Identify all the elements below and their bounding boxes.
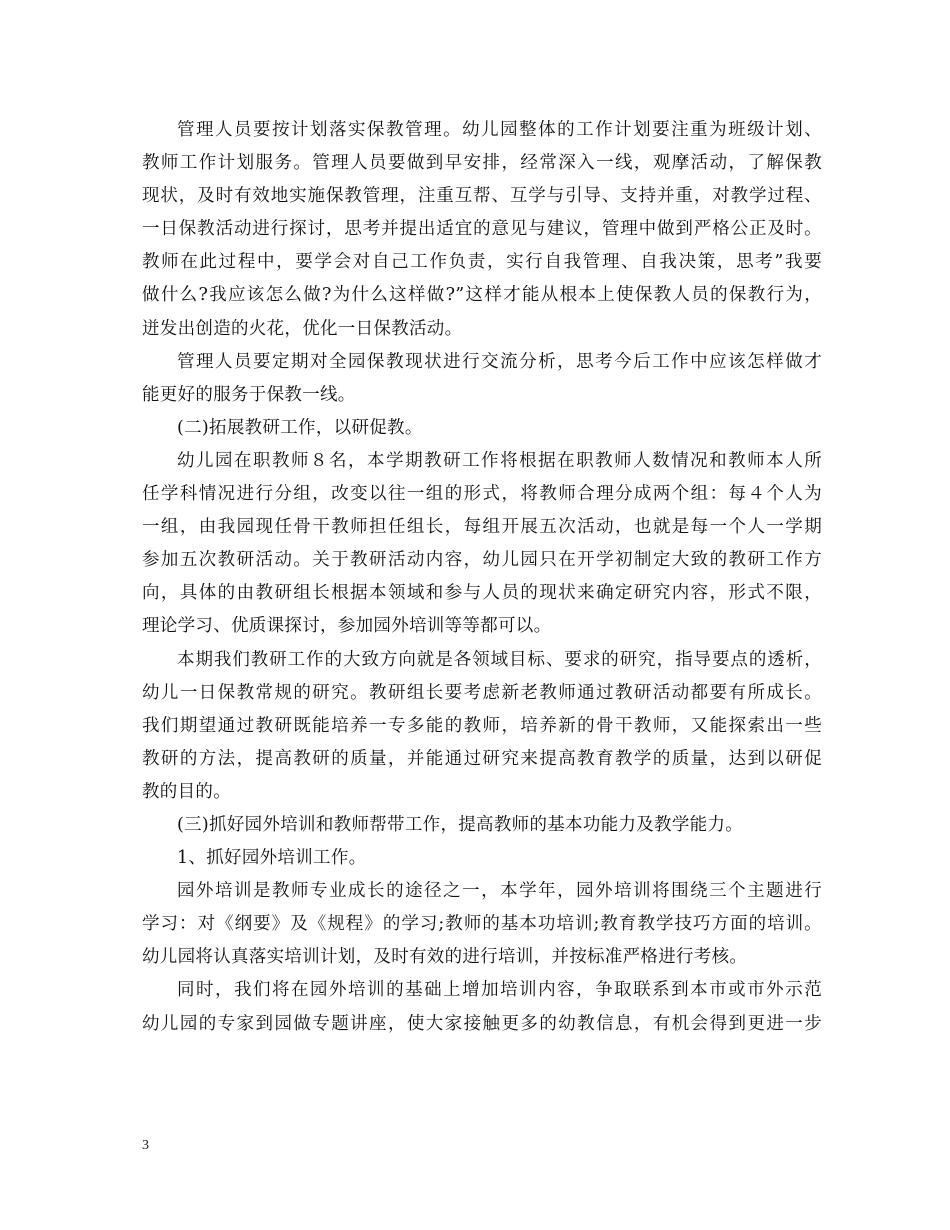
text-line: 本期我们教研工作的大致方向就是各领域目标、要求的研究，指导要点的透析，	[177, 649, 822, 670]
text-line: 我们期望通过教研既能培养一专多能的教师，培养新的骨干教师，又能探索出一些	[142, 715, 822, 736]
text-line: 幼儿园的专家到园做专题讲座，使大家接触更多的幼教信息，有机会得到更进一步	[142, 1013, 822, 1034]
text-line: 管理人员要按计划落实保教管理。幼儿园整体的工作计划要注重为班级计划、	[177, 120, 822, 140]
text-line: 教师工作计划服务。管理人员要做到早安排，经常深入一线，观摩活动，了解保教	[142, 153, 822, 174]
page-number: 3	[142, 1138, 149, 1153]
text-line: 任学科情况进行分组，改变以往一组的形式，将教师合理分成两个组：每４个人为	[142, 484, 822, 505]
text-line: 一组，由我园现任骨干教师担任组长，每组开展五次活动，也就是每一个人一学期	[142, 517, 822, 538]
text-line: 现状，及时有效地实施保教管理，注重互帮、互学与引导、支持并重，对教学过程、	[142, 186, 822, 207]
text-line: 参加五次教研活动。关于教研活动内容，幼儿园只在开学初制定大致的教研工作方	[142, 550, 822, 571]
text-line: 管理人员要定期对全园保教现状进行交流分析，思考今后工作中应该怎样做才	[177, 351, 822, 372]
document-body	[142, 114, 822, 1041]
text-line: 学习：对《纲要》及《规程》的学习;教师的基本功培训;教育教学技巧方面的培训。	[142, 914, 822, 935]
text-line: 一日保教活动进行探讨，思考并提出适宜的意见与建议，管理中做到严格公正及时。	[142, 219, 822, 240]
text-line: 教师在此过程中，要学会对自己工作负责，实行自我管理、自我决策，思考”我要	[142, 252, 822, 273]
text-line: 教研的方法，提高教研的质量，并能通过研究来提高教育教学的质量，达到以研促	[142, 748, 822, 769]
text-line: 理论学习、优质课探讨，参加园外培训等等都可以。	[142, 616, 552, 637]
text-line: 做什么?我应该怎么做?为什么这样做?”这样才能从根本上使保教人员的保教行为，	[142, 285, 822, 306]
section-heading: (二)拓展教研工作，以研促教。	[177, 417, 423, 438]
text-line: 迸发出创造的火花，优化一日保教活动。	[142, 318, 463, 339]
text-line: 同时，我们将在园外培训的基础上增加培训内容，争取联系到本市或市外示范	[177, 980, 822, 1001]
subsection-heading: 1、抓好园外培训工作。	[177, 848, 367, 869]
text-line: 能更好的服务于保教一线。	[142, 384, 356, 405]
text-line: 园外培训是教师专业成长的途径之一，本学年，园外培训将围绕三个主题进行	[177, 881, 822, 902]
text-line: 向，具体的由教研组长根据本领域和参与人员的现状来确定研究内容，形式不限，	[142, 583, 822, 604]
text-line: 教的目的。	[142, 781, 231, 802]
section-heading: (三)抓好园外培训和教师帮带工作，提高教师的基本功能力及教学能力。	[177, 814, 744, 835]
text-line: 幼儿园在职教师８名，本学期教研工作将根据在职教师人数情况和教师本人所	[177, 450, 822, 471]
text-line: 幼儿一日保教常规的研究。教研组长要考虑新老教师通过教研活动都要有所成长。	[142, 682, 822, 703]
text-line: 幼儿园将认真落实培训计划，及时有效的进行培训，并按标准严格进行考核。	[142, 947, 748, 968]
